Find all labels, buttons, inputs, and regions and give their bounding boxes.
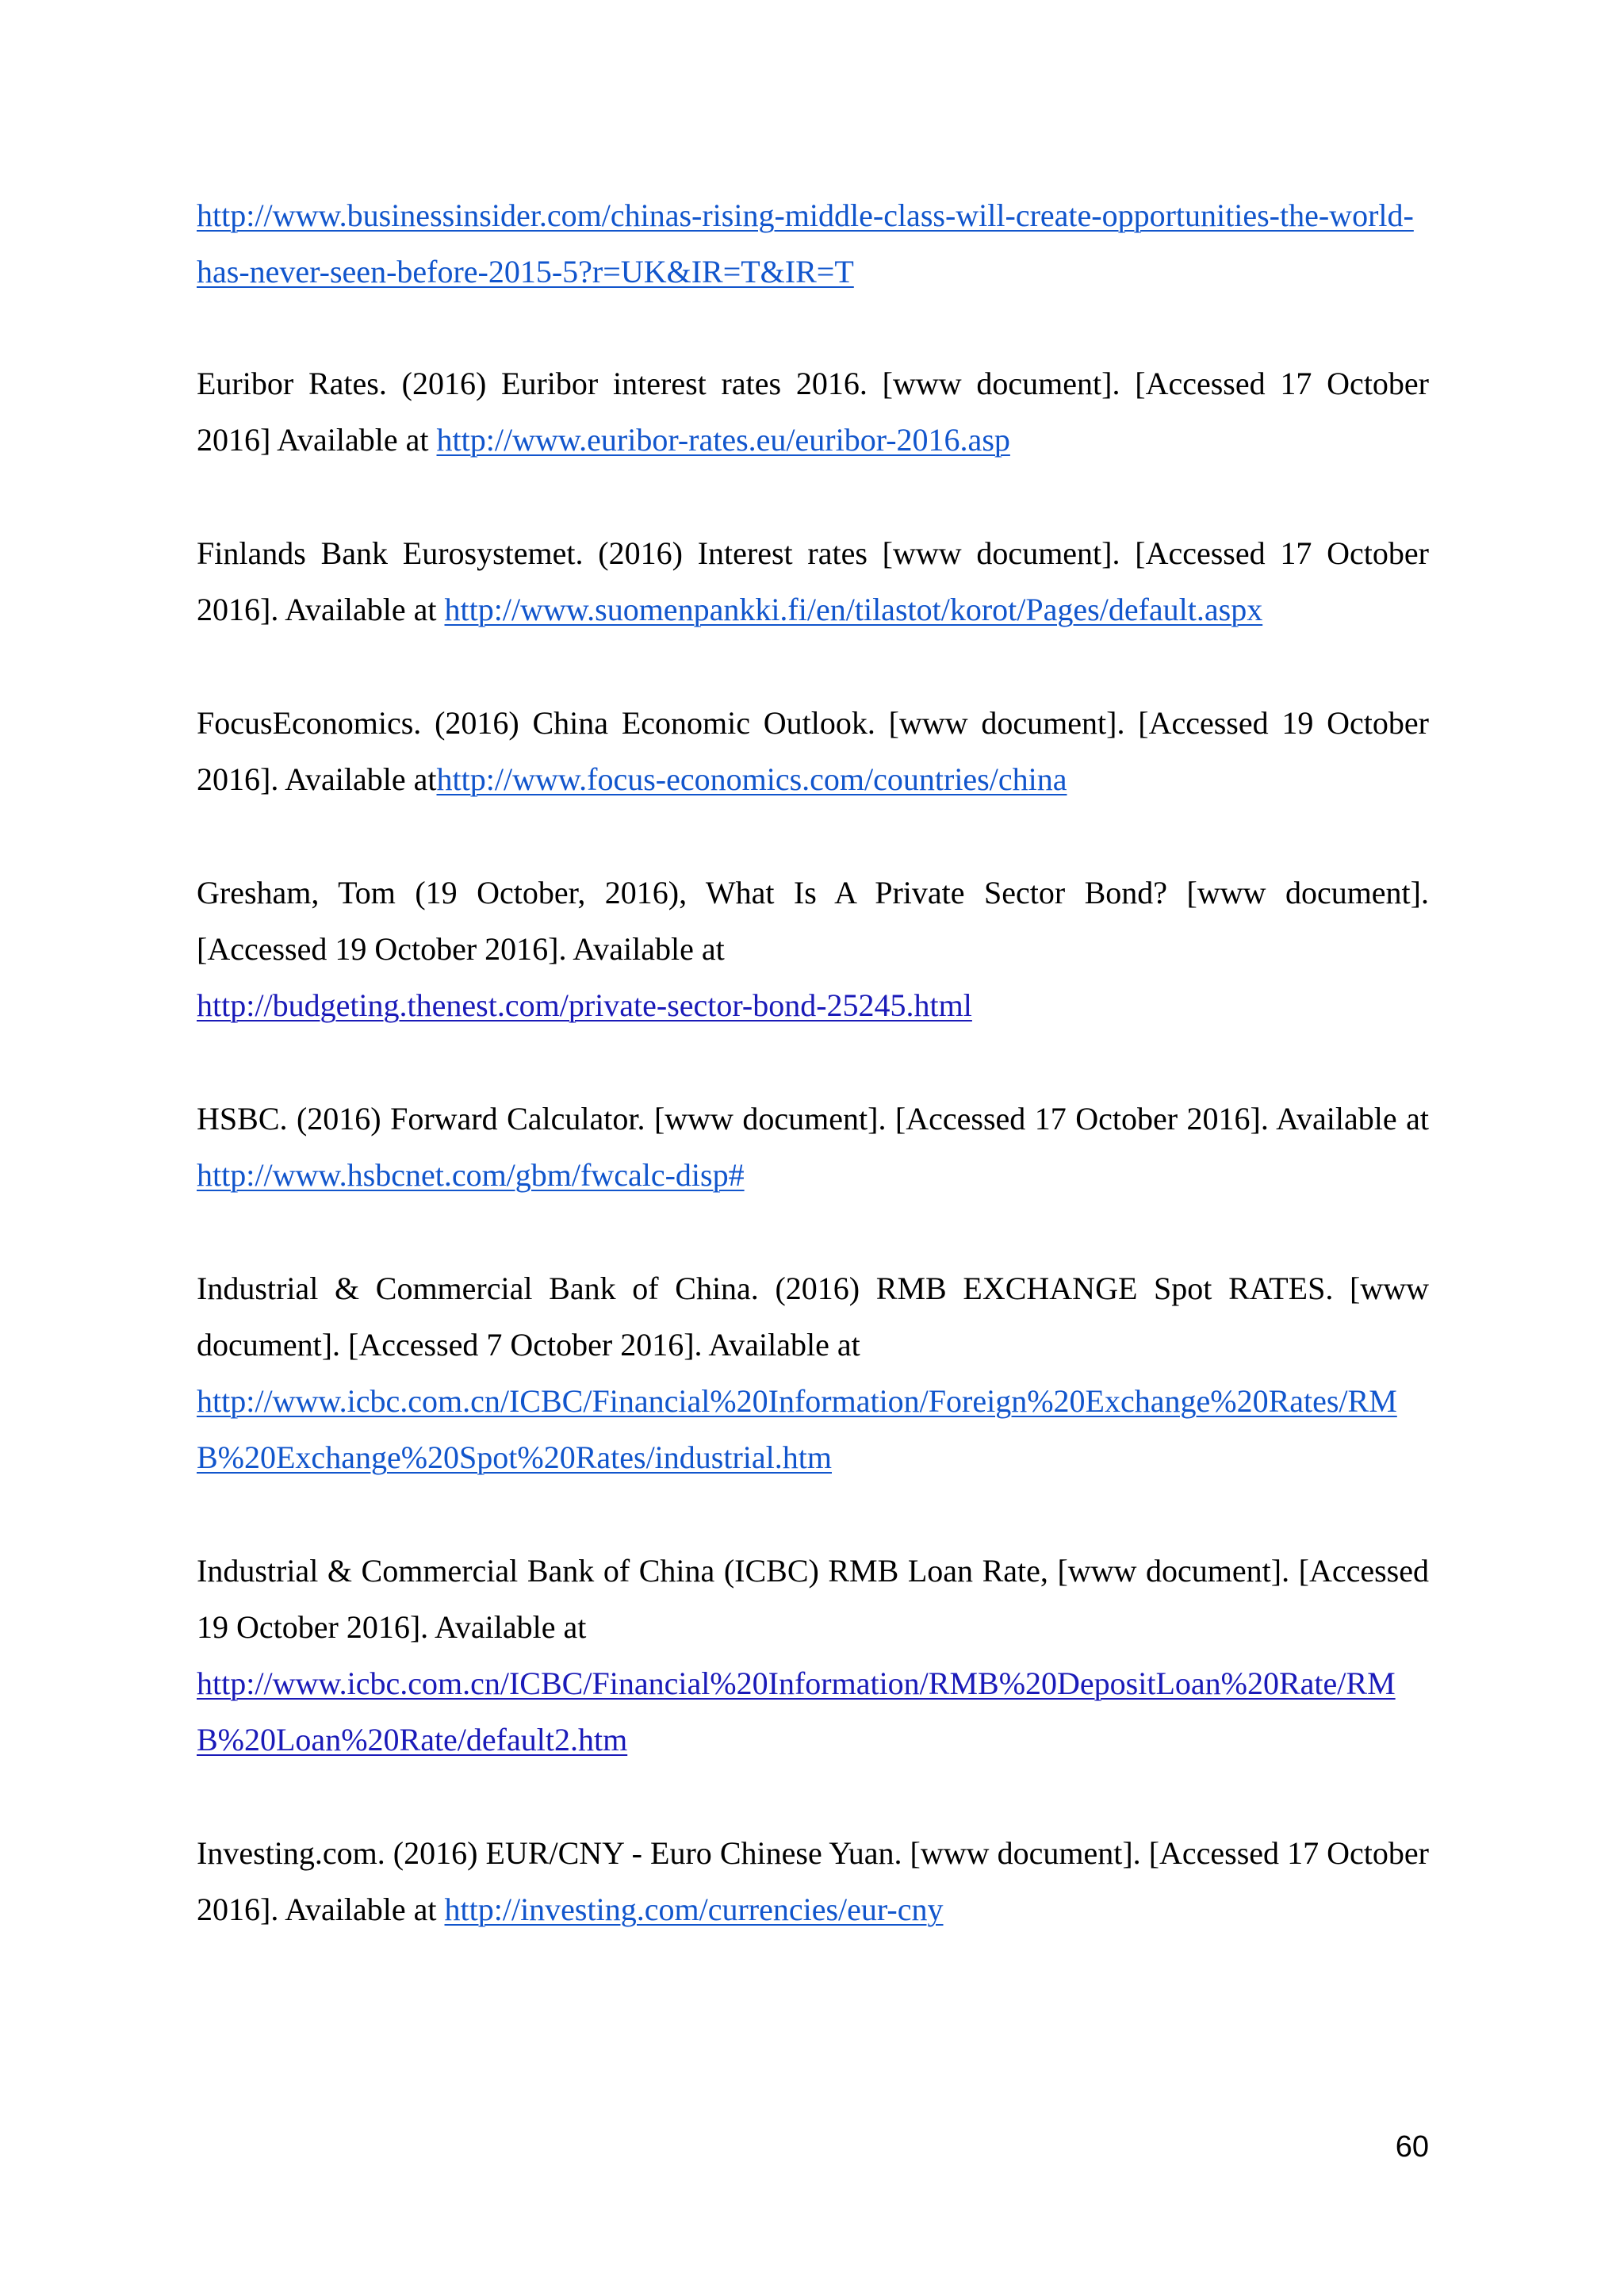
reference-text: Industrial & Commercial Bank of China (ICBC) RMB Loan Rate, [www document]. [Accessed 19 October 2016]. Available at bbox=[197, 1553, 1429, 1645]
reference-link[interactable]: http://www.hsbcnet.com/gbm/fwcalc-disp# bbox=[197, 1157, 745, 1193]
reference-text: Finlands Bank Eurosystemet. (2016) Interest rates [www document]. [Accessed 17 October 2016]. Available at bbox=[197, 535, 1429, 627]
reference-text: Euribor Rates. (2016) Euribor interest rates 2016. [www document]. [Accessed 17 October 2016] Available at bbox=[197, 366, 1429, 458]
reference-gresham bbox=[197, 864, 1429, 1033]
reference-icbc-exchange bbox=[197, 1260, 1429, 1485]
reference-link[interactable]: http://www.suomenpankki.fi/en/tilastot/korot/Pages/default.aspx bbox=[444, 592, 1263, 627]
reference-link[interactable]: http://budgeting.thenest.com/private-sector-bond-25245.html bbox=[197, 987, 972, 1023]
reference-finlands-bank bbox=[197, 525, 1429, 638]
reference-link[interactable]: http://www.euribor-rates.eu/euribor-2016.asp bbox=[436, 422, 1010, 458]
reference-text: Industrial & Commercial Bank of China. (2016) RMB EXCHANGE Spot RATES. [www document]. [Accessed 7 October 2016]. Available at bbox=[197, 1271, 1429, 1363]
reference-investing bbox=[197, 1825, 1429, 1938]
reference-list bbox=[197, 187, 1429, 1995]
reference-text: Investing.com. (2016) EUR/CNY - Euro Chinese Yuan. [www document]. [Accessed 17 October 2016]. Available at bbox=[197, 1835, 1429, 1927]
reference-link[interactable]: http://investing.com/currencies/eur-cny bbox=[444, 1892, 944, 1927]
reference-focuseconomics bbox=[197, 695, 1429, 807]
reference-link[interactable]: http://www.icbc.com.cn/ICBC/Financial%20Information/Foreign%20Exchange%20Rates/RMB%20Exchange%20Spot%20Rates/industrial.htm bbox=[197, 1383, 1397, 1475]
reference-text: HSBC. (2016) Forward Calculator. [www document]. [Accessed 17 October 2016]. Available at bbox=[197, 1101, 1429, 1137]
reference-link[interactable]: http://www.focus-economics.com/countries/china bbox=[436, 761, 1067, 797]
reference-text: FocusEconomics. (2016) China Economic Outlook. [www document]. [Accessed 19 October 2016]. Available at bbox=[197, 705, 1429, 797]
reference-businessinsider bbox=[197, 187, 1429, 300]
reference-hsbc bbox=[197, 1091, 1429, 1203]
reference-euribor bbox=[197, 355, 1429, 468]
reference-text: Gresham, Tom (19 October, 2016), What Is A Private Sector Bond? [www document]. [Accessed 19 October 2016]. Available at bbox=[197, 875, 1429, 967]
page-number: 60 bbox=[1395, 2130, 1429, 2164]
reference-link[interactable]: http://www.businessinsider.com/chinas-rising-middle-class-will-create-opportunities-the-world-has-never-seen-before-2015-5?r=UK&IR=T&IR=T bbox=[197, 197, 1414, 289]
reference-icbc-loan bbox=[197, 1543, 1429, 1768]
reference-link[interactable]: http://www.icbc.com.cn/ICBC/Financial%20Information/RMB%20DepositLoan%20Rate/RMB%20Loan%20Rate/default2.htm bbox=[197, 1665, 1396, 1757]
